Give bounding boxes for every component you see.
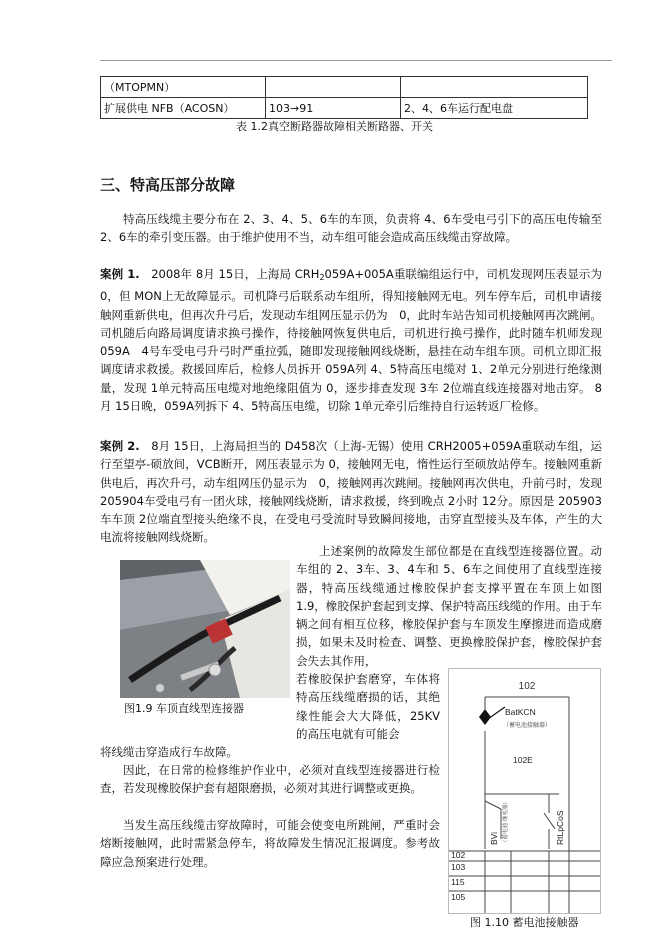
analysis3-paragraph: 当发生高压线缆击穿故障时，可能会使变电所跳闸，严重时会熔断接触网，此时需紧急停车，将故障发生情况汇报调度。参考故障应急预案进行处理。 [100,818,440,869]
table-cell: 103→91 [266,98,401,119]
table-cell: 扩展供电 NFB（ACOSN） [101,98,266,119]
diagram-bus-label: 115 [451,877,465,887]
table-row [101,98,588,119]
table-cell [401,77,588,98]
battery-contactor-diagram [448,668,601,914]
case1-paragraph [100,265,614,415]
case1-subscript: 2 [319,273,325,282]
diagram-bus-label: 103 [451,862,466,872]
case2-paragraph [100,437,602,547]
analysis-paragraph-part2: 若橡胶保护套磨穿，车体将特高压线缆磨损的话，其绝缘性能会大大降低，25KV的高压电就有可能会 [296,672,440,741]
analysis2-paragraph: 因此，在日常的检修维护作业中，必须对直线型连接器进行检查，若发现橡胶保护套有超限磨损，必须对其进行调整或更换。 [100,763,440,796]
fault-breaker-table [100,76,588,119]
circuit-schematic [449,669,600,913]
diagram-contactor-sublabel: （蓄电池接触器） [503,723,552,729]
diagram-right-vertical-label: RtLpCoS [555,810,565,845]
diagram-bus-label: 102 [451,850,466,860]
header-rule [100,60,612,61]
table-row [101,77,588,98]
case1-text-a: 2008年 8月 15日，上海局 CRH [151,267,320,281]
roof-connector-photo [120,560,290,698]
table-cell: （MTOPMN） [101,77,266,98]
table-caption: 表 1.2真空断路器故障相关断路器、开关 [236,120,433,133]
case2-text: 8月 15日，上海局担当的 D458次（上海-无锡）使用 CRH2005+059A重联动车组，运行至望亭-硕放间，VCB断开，网压表显示为 0，接触网无电，惰性运行至硕放站停车。接触网重新供电后，再次升弓，动车组网压仍显示为 0，接触网再次跳闸。接触网再次供电，升前弓时，发现 205904车受电弓有一团火球，接触网线烧断，请求救援，终到晚点 2小时 12分。原因是 205903车车顶 2位端直型接头绝缘不良，在受电弓受流时导致瞬间接地，击穿直型接头及车体，产生的大电流将接触网线烧断。 [100,439,603,545]
section-title: 三、特高压部分故障 [100,176,236,194]
fig19-caption: 图1.9 车顶直线型连接器 [124,702,244,715]
diagram-mid-number: 102E [513,755,533,765]
roof-connector-illustration [120,560,290,698]
case2-label: 案例 2. [100,439,140,453]
analysis-paragraph-part3: 将线缆击穿造成行车故障。 [100,745,238,759]
table-cell [266,77,401,98]
intro-paragraph: 特高压线缆主要分布在 2、3、4、5、6车的车顶，负责将 4、6车受电弓引下的高压电传输至 2、6车的牵引变压器。由于维护使用不当，动车组可能会造成高压线缆击穿故障。 [100,212,602,245]
diagram-left-vertical-sublabel: （蓄电池·继电器） [503,799,509,845]
diagram-bus-label: 105 [451,892,466,902]
diagram-contactor-label: BatKCN [505,707,536,717]
case1-label: 案例 1. [100,267,140,281]
diagram-top-number: 102 [518,681,536,692]
diagram-left-vertical-label: BVi [489,831,499,845]
fig110-caption: 图 1.10 蓄电池接触器 [470,916,579,929]
table-cell: 2、4、6车运行配电盘 [401,98,588,119]
analysis-paragraph-part1: 上述案例的故障发生部位都是在直线型连接器位置。动车组的 2、3车、3、4车和 5、6车之间使用了直线型连接器，特高压线缆通过橡胶保护套支撑平置在车顶上如图 1.9，橡胶保护套起到支撑、保护特高压线缆的作用。由于车辆之间有相互位移，橡胶保护套与车顶发生摩擦进而造成磨损，如果未及时检查、调整、更换橡胶保护套，橡胶保护套会失去其作用， [296,544,602,668]
case1-text-b: 059A+005A重联编组运行中，司机发现网压表显示为 0，但 MON上无故障显示。司机降弓后联系动车组所，得知接触网无电。列车停车后，司机申请接触网重新供电，但再次升弓后，发现动车组网压显示仍为 0，此时车站告知司机接触网再次跳闸。司机随后向路局调度请求换弓操作，待接触网恢复供电后，司机进行换弓操作，此时随车机师发现 059A 4号车受电弓升弓时严重拉弧，随即发现接触网线烧断，悬挂在动车组车顶。司机立即汇报调度请求救援。救援回库后，检修人员拆开 059A列 4、5特高压电缆对 1、2单元分别进行绝缘测量，发现 1单元特高压电缆对地绝缘阻值为 0，逐步排查发现 3车 2位端直线连接器对地击穿。 8月 15日晚，059A列拆下 4、5特高压电缆，切除 1单元牵引后维持自行运转返厂检修。 [100,267,614,414]
